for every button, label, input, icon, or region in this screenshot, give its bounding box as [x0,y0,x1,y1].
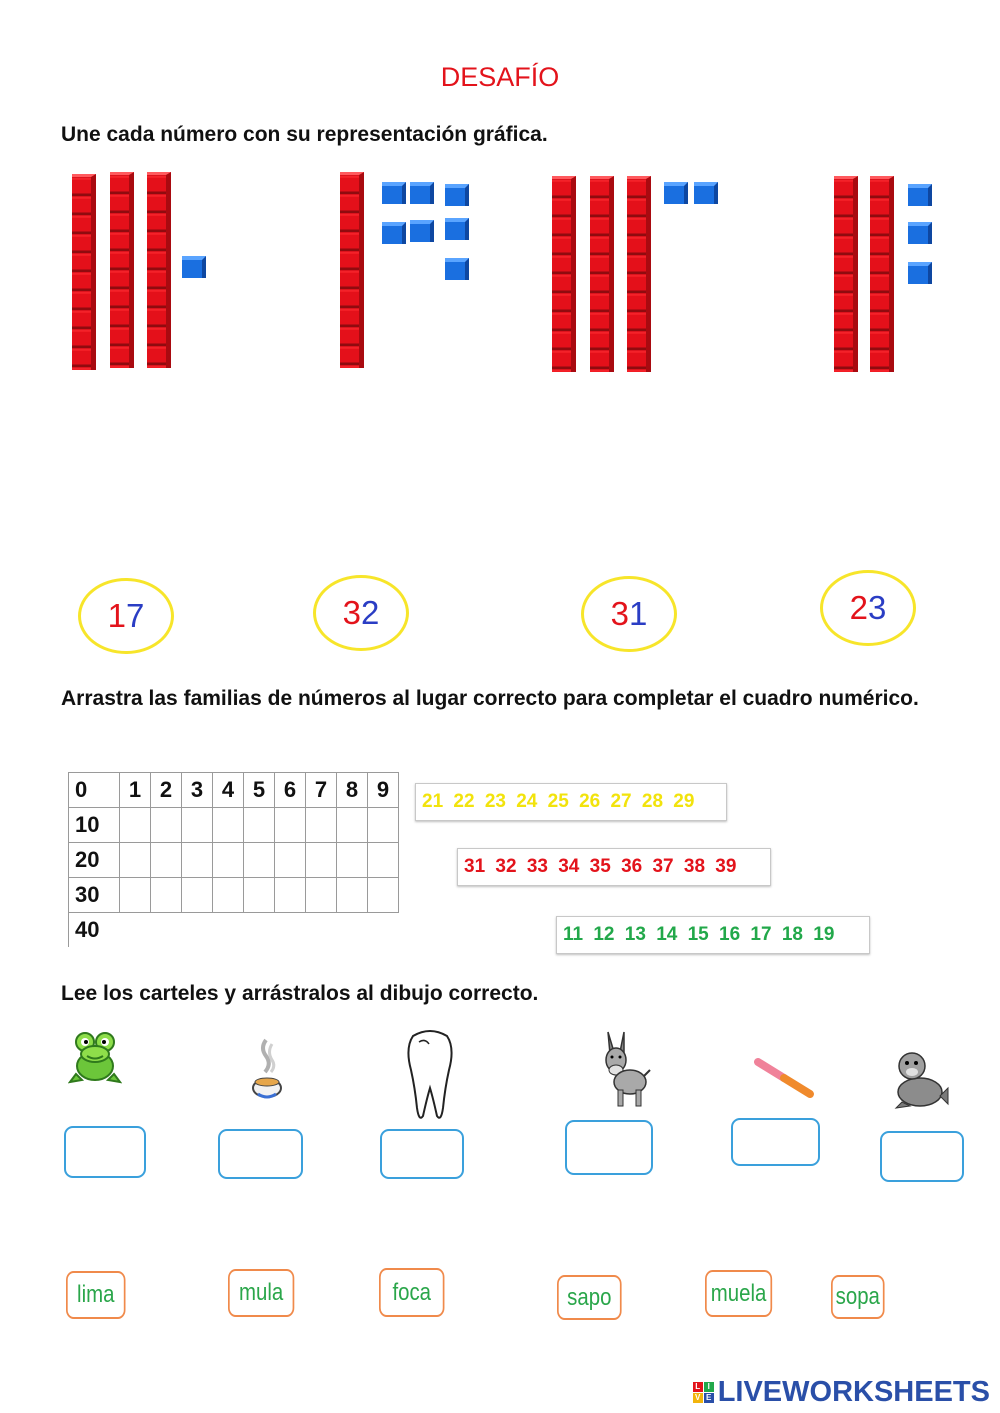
unit-cube [410,182,434,204]
ten-rod [590,176,614,372]
blocks-group-31[interactable] [72,170,212,370]
word-card-mula[interactable]: mula [228,1269,294,1317]
unit-cube [908,222,932,244]
unit-cube [908,184,932,206]
units-digit: 2 [361,594,380,631]
brand-name: LIVEWORKSHEETS [717,1376,990,1408]
grid-header-cell: 9 [368,773,399,808]
instruction-signs: Lee los carteles y arrástralos al dibujo correcto. [61,982,539,1005]
answer-dropbox[interactable] [64,1126,146,1178]
units-digit: 7 [126,597,145,634]
answer-dropbox[interactable] [218,1129,303,1179]
page-title: DESAFÍO [440,62,560,92]
blocks-group-17[interactable] [340,172,480,372]
blocks-group-32[interactable] [552,176,722,376]
ten-rod [72,174,96,370]
seal-icon [892,1046,950,1110]
tens-digit: 1 [107,597,126,634]
logo-letter: E [704,1393,714,1403]
grid-row-drop-target[interactable] [69,808,399,843]
unit-cube [908,262,932,284]
grid-header-cell: 3 [182,773,213,808]
unit-cube [445,184,469,206]
instruction-match: Une cada número con su representación gráfica. [61,123,548,146]
units-digit: 1 [629,595,648,632]
number-family-21-29[interactable]: 21 22 23 24 25 26 27 28 29 [415,783,727,821]
grid-header-cell: 2 [151,773,182,808]
grid-row-drop-target[interactable] [69,843,399,878]
number-family-11-19[interactable]: 11 12 13 14 15 16 17 18 19 [556,916,870,954]
grid-row-drop-target[interactable] [69,878,399,913]
ten-rod [147,172,171,368]
word-card-sapo[interactable]: sapo [557,1275,622,1320]
tooth-icon [405,1028,455,1124]
ten-rod [834,176,858,372]
grid-row-head: 40 [69,913,120,948]
logo-squares-icon [693,1382,714,1403]
grid-header-cell: 8 [337,773,368,808]
number-family-31-39[interactable]: 31 32 33 34 35 36 37 38 39 [457,848,771,886]
liveworksheets-logo[interactable] [693,1376,990,1409]
logo-letter: I [704,1382,714,1392]
word-card-lima[interactable]: lima [66,1271,126,1319]
grid-header-cell: 5 [244,773,275,808]
answer-dropbox[interactable] [880,1131,964,1182]
unit-cube [410,220,434,242]
word-card-muela[interactable]: muela [705,1270,772,1317]
answer-dropbox[interactable] [731,1118,820,1166]
unit-cube [382,182,406,204]
grid-header-cell: 7 [306,773,337,808]
logo-letter: V [693,1393,703,1403]
grid-header-cell: 0 [69,773,120,808]
instruction-drag-families: Arrastra las familias de números al lugar correcto para completar el cuadro numérico. [61,687,919,710]
grid-header-cell: 4 [213,773,244,808]
ten-rod [627,176,651,372]
soup-icon [250,1036,284,1100]
logo-letter: L [693,1382,703,1392]
number-circle[interactable] [581,576,677,652]
ten-rod [870,176,894,372]
number-circle[interactable] [820,570,916,646]
donkey-icon [598,1030,652,1110]
unit-cube [382,222,406,244]
answer-dropbox[interactable] [565,1120,653,1175]
tens-digit: 2 [849,589,868,626]
ten-rod [110,172,134,368]
unit-cube [664,182,688,204]
grid-header-cell: 1 [120,773,151,808]
grid-row-head: 10 [69,808,120,843]
unit-cube [694,182,718,204]
grid-header-cell: 6 [275,773,306,808]
number-circle[interactable] [313,575,409,651]
tens-digit: 3 [342,594,361,631]
tens-digit: 3 [610,595,629,632]
word-card-sopa[interactable]: sopa [831,1275,885,1319]
number-circle[interactable] [78,578,174,654]
word-card-foca[interactable]: foca [379,1268,444,1317]
units-digit: 3 [868,589,887,626]
unit-cube [182,256,206,278]
frog-icon [68,1030,122,1086]
nail-file-icon [752,1056,816,1100]
grid-row-head: 20 [69,843,120,878]
ten-rod [552,176,576,372]
number-grid [68,772,399,947]
grid-row-head: 30 [69,878,120,913]
blocks-group-23[interactable] [834,176,934,376]
answer-dropbox[interactable] [380,1129,464,1179]
unit-cube [445,218,469,240]
unit-cube [445,258,469,280]
ten-rod [340,172,364,368]
